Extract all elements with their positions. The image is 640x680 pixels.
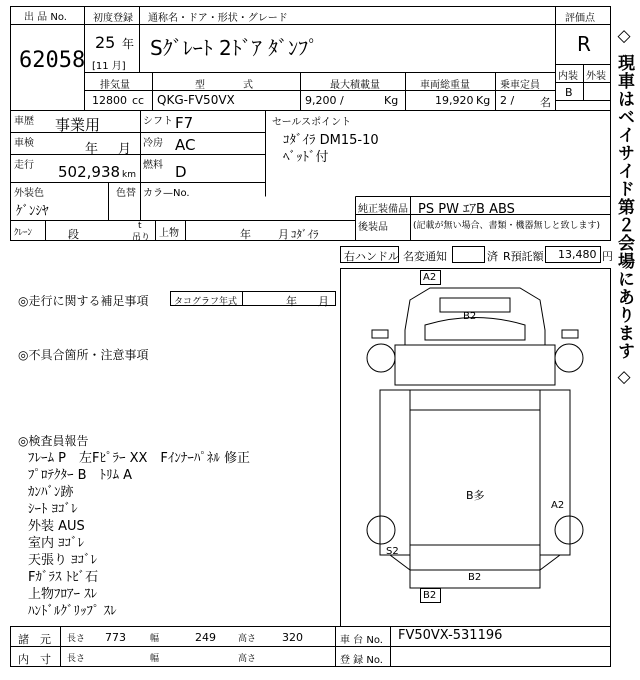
mileage-label: 走行 (14, 160, 34, 171)
interior-label: 内装 (558, 71, 578, 82)
eval-score: R (577, 32, 591, 56)
inner-height-label: 高さ (238, 654, 257, 664)
crane-stage: 段 (68, 228, 79, 241)
gross-weight: 19,920 (435, 94, 474, 107)
report-line: 室内 ﾖｺﾞﾚ (28, 536, 85, 551)
dims-label: 諸 元 (18, 633, 51, 646)
aftermarket-label: 後装品 (358, 222, 388, 233)
bottom-mark: B2 (423, 590, 437, 601)
chassis-label: 車 台 No. (340, 635, 383, 646)
inspection-year: 年 (85, 142, 99, 157)
report-line: Fｶﾞﾗｽ ﾄﾋﾞ石 (28, 570, 99, 585)
exterior-label: 外装 (586, 71, 606, 82)
front-right-wheel (555, 344, 583, 372)
capacity: 2 / (500, 94, 515, 107)
car-name-label: 通称名・ドア・形状・グレード (148, 13, 288, 24)
rear-left-wheel (367, 516, 395, 544)
side-banner: ◇ 現車はベイサイド第２会場にあります ◇ (614, 26, 634, 388)
history-value: 事業用 (55, 116, 101, 134)
report-line: 天張り ﾖｺﾞﾚ (28, 553, 98, 568)
name-change-label: 名変通知 (403, 250, 447, 263)
top-mark: A2 (423, 272, 437, 283)
report-line: ﾌﾟﾛﾃｸﾀｰ B ﾄﾘﾑ A (28, 468, 133, 483)
report-line: ﾊﾝﾄﾞﾙｸﾞﾘｯﾌﾟ ｽﾚ (28, 604, 117, 619)
width-value: 249 (195, 631, 216, 644)
crane-label: ｸﾚｰﾝ (14, 228, 33, 238)
displacement-unit: cc (132, 94, 145, 107)
displacement: 12800 (92, 94, 127, 107)
shift-value: F7 (175, 114, 194, 132)
height-value: 320 (282, 631, 303, 644)
history-label: 車歴 (14, 116, 34, 127)
max-load-unit: Kg (384, 94, 399, 107)
color-value: ｹﾞﾝｼﾔ (16, 204, 49, 219)
mileage-value: 502,938 (58, 163, 121, 181)
color-label: 外装色 (14, 188, 44, 199)
height-label: 高さ (238, 634, 257, 644)
rear-mark: B2 (468, 572, 482, 583)
inner-label: 内 寸 (18, 653, 51, 666)
report-line: ﾌﾚｰﾑ P 左Fﾋﾟﾗｰ XX Fｲﾝﾅｰﾊﾟﾈﾙ 修正 (28, 451, 251, 466)
front-left-wheel (367, 344, 395, 372)
lot-number: 62058 (19, 48, 86, 73)
year-unit: 年 (122, 37, 135, 51)
rear-right-wheel (555, 516, 583, 544)
std-equip-value: PS PW ｴｱB ABS (418, 202, 515, 217)
recycle-mark: 済 (487, 250, 498, 263)
front-frame (395, 345, 555, 385)
tacho-label: タコグラフ年式 (174, 297, 238, 307)
bed-mark: B多 (466, 489, 485, 502)
crane-lift: 吊り (132, 233, 151, 243)
report-line: ｶﾝﾊﾞﾝ跡 (28, 485, 74, 500)
length-value: 773 (105, 631, 126, 644)
displacement-label: 排気量 (100, 80, 130, 91)
defects-label: ◎不具合箇所・注意事項 (18, 348, 149, 362)
car-name: Sｸﾞﾚｰﾄ 2ﾄﾞｱ ﾀﾞﾝﾌﾟ (150, 36, 319, 60)
right-mirror (562, 330, 578, 338)
model-label: 型 式 (195, 80, 259, 91)
lot-label: 出 品 No. (24, 12, 67, 23)
fuel-label: 燃料 (143, 160, 163, 171)
cab-mark: B2 (463, 311, 477, 322)
crane-t: t (138, 221, 142, 231)
inspection-month: 月 (118, 142, 132, 157)
width-label: 幅 (150, 634, 160, 644)
recycle-unit: 円 (602, 250, 613, 263)
fuel-value: D (175, 163, 187, 181)
inspector-report (28, 447, 250, 617)
sales-point-2: ﾍﾞｯﾄﾞ付 (283, 150, 329, 165)
mileage-unit: km (122, 170, 136, 180)
interior-score: B (565, 86, 573, 99)
tacho-year: 年 (286, 295, 297, 308)
handle-value: 右ハンドル (344, 250, 399, 263)
gross-weight-unit: Kg (476, 94, 491, 107)
length-label: 長さ (67, 634, 86, 644)
aftermarket-note: (記載が無い場合、書類・機器無しと致します) (413, 221, 601, 231)
color-no-label: カラ—No. (143, 188, 190, 199)
cab-roof (440, 298, 510, 312)
gross-weight-label: 車両総重量 (420, 80, 470, 91)
ac-label: 冷房 (143, 138, 163, 149)
sales-point-1: ｺﾀﾞｲﾗ DM15-10 (283, 133, 379, 148)
tacho-month: 月 (318, 295, 329, 308)
left-mark: S2 (386, 546, 399, 557)
upper-label: 上物 (159, 228, 179, 239)
shift-label: シフト (143, 116, 173, 127)
first-reg-year: 25 (95, 33, 116, 52)
max-load: 9,200 / (305, 94, 344, 107)
right-mark: A2 (551, 500, 565, 511)
inner-length-label: 長さ (67, 654, 86, 664)
dump-bed (410, 390, 540, 570)
inspection-label: 車検 (14, 138, 34, 149)
std-equip-label: 純正装備品 (358, 204, 408, 215)
color-change-label: 色替 (116, 188, 136, 199)
capacity-label: 乗車定員 (500, 80, 540, 91)
upper-month: 月 (278, 228, 289, 241)
first-reg-label: 初度登録 (93, 13, 133, 24)
inner-width-label: 幅 (150, 654, 160, 664)
recycle-amount: 13,480 (558, 248, 597, 261)
model-code: QKG-FV50VX (157, 93, 235, 107)
report-line: ｼｰﾄ ﾖｺﾞﾚ (28, 502, 78, 517)
recycle-label: R預託額 (503, 250, 544, 263)
inspector-label: ◎検査員報告 (18, 434, 89, 448)
reg-label: 登 録 No. (340, 655, 383, 666)
driving-remarks-label: ◎走行に関する補足事項 (18, 294, 149, 308)
left-mirror (372, 330, 388, 338)
upper-year: 年 (240, 228, 251, 241)
upper-maker: ｺﾀﾞｲﾗ (291, 228, 319, 241)
sales-point-label: セールスポイント (272, 117, 352, 128)
max-load-label: 最大積載量 (330, 80, 380, 91)
eval-label: 評価点 (565, 13, 595, 24)
capacity-unit: 名 (540, 96, 551, 109)
first-reg-month: [11 月] (92, 61, 126, 72)
ac-value: AC (175, 136, 196, 154)
report-line: 外装 AUS (28, 519, 85, 534)
chassis-value: FV50VX-531196 (398, 628, 503, 643)
report-line: 上物ﾌﾛｱｰ ｽﾚ (28, 587, 98, 602)
